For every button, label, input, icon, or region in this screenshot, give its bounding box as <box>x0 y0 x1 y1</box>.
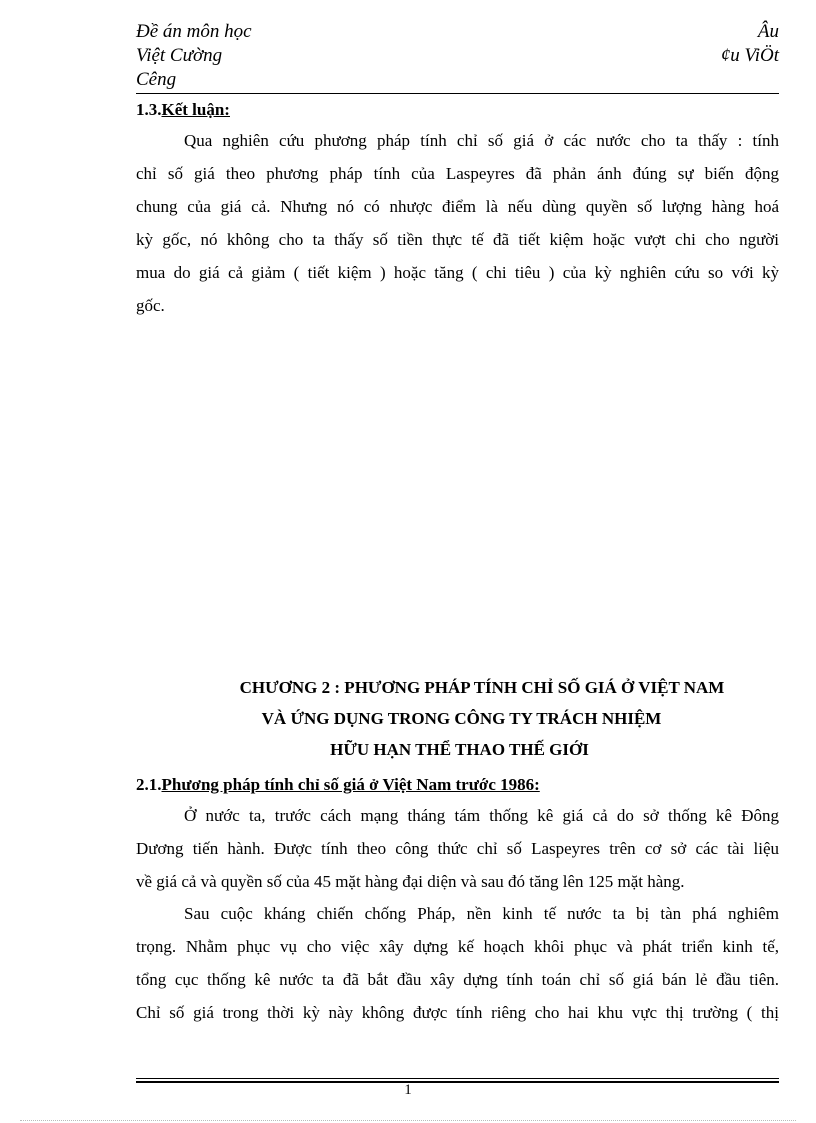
section-title: Kết luận: <box>161 100 230 119</box>
text-line: chung của giá cả. Nhưng nó có nhược điểm là nếu dùng quyền số lượng hàng hoá <box>136 197 779 216</box>
text-line: Chỉ số giá trong thời kỳ này không được tính riêng cho hai khu vực thị trường ( thị <box>136 1003 779 1022</box>
chapter-title <box>136 672 779 765</box>
text-line: tổng cục thống kê nước ta đã bắt đầu xây dựng tính toán chỉ số giá bán lẻ đầu tiên. <box>136 970 779 989</box>
header-right <box>721 20 779 68</box>
text-line: về giá cả và quyền số của 45 mặt hàng đại diện và sau đó tăng lên 125 mặt hàng. <box>136 872 685 891</box>
header-right-line: ¢u ViÖt <box>720 45 779 66</box>
chapter-title-line: VÀ ỨNG DỤNG TRONG CÔNG TY TRÁCH NHIỆM <box>261 709 662 728</box>
text-line: Dương tiến hành. Được tính theo công thức chỉ số Laspeyres trên cơ sở các tài liệu <box>136 839 779 858</box>
text-line: mua do giá cả giảm ( tiết kiệm ) hoặc tăng ( chi tiêu ) của kỳ nghiên cứu so với kỳ <box>136 263 779 282</box>
section-2-1-paragraph-2 <box>136 897 779 1029</box>
header-left-line: Đề án môn học <box>136 21 252 42</box>
header-left-line: Cêng <box>136 69 177 90</box>
text-line: Ở nước ta, trước cách mạng tháng tám thống kê giá cả do sở thống kê Đông <box>184 806 779 825</box>
header-divider <box>136 93 779 94</box>
text-line: Sau cuộc kháng chiến chống Pháp, nền kinh tế nước ta bị tàn phá nghiêm <box>184 904 779 923</box>
conclusion-paragraph <box>136 124 779 322</box>
text-line: gốc. <box>136 296 165 315</box>
text-line: Qua nghiên cứu phương pháp tính chỉ số giá ở các nước cho ta thấy : tính <box>184 131 779 150</box>
section-heading-2-1 <box>136 775 540 795</box>
chapter-title-line: CHƯƠNG 2 : PHƯƠNG PHÁP TÍNH CHỈ SỐ GIÁ Ở VIỆT NAM <box>239 678 725 697</box>
header-right-line: Âu <box>757 21 779 42</box>
footer-divider <box>136 1078 779 1079</box>
header-left <box>136 20 252 92</box>
section-number: 2.1. <box>136 775 162 794</box>
text-line: kỳ gốc, nó không cho ta thấy số tiền thực tế đã tiết kiệm hoặc vượt chi cho người <box>136 230 779 249</box>
section-title: Phương pháp tính chỉ số giá ở Việt Nam trước 1986: <box>161 775 540 794</box>
section-heading-1-3 <box>136 100 230 120</box>
section-number: 1.3. <box>136 100 162 119</box>
header-left-line: Việt Cường <box>136 45 223 66</box>
section-2-1-paragraph-1 <box>136 799 779 898</box>
text-line: chỉ số giá theo phương pháp tính của Laspeyres đã phản ánh đúng sự biến động <box>136 164 779 183</box>
chapter-title-line: HỮU HẠN THỂ THAO THẾ GIỚI <box>330 740 589 759</box>
page-bottom-edge <box>20 1120 796 1121</box>
page-number: 1 <box>404 1082 412 1098</box>
text-line: trọng. Nhằm phục vụ cho việc xây dựng kế hoạch khôi phục và phát triển kinh tế, <box>136 937 779 956</box>
